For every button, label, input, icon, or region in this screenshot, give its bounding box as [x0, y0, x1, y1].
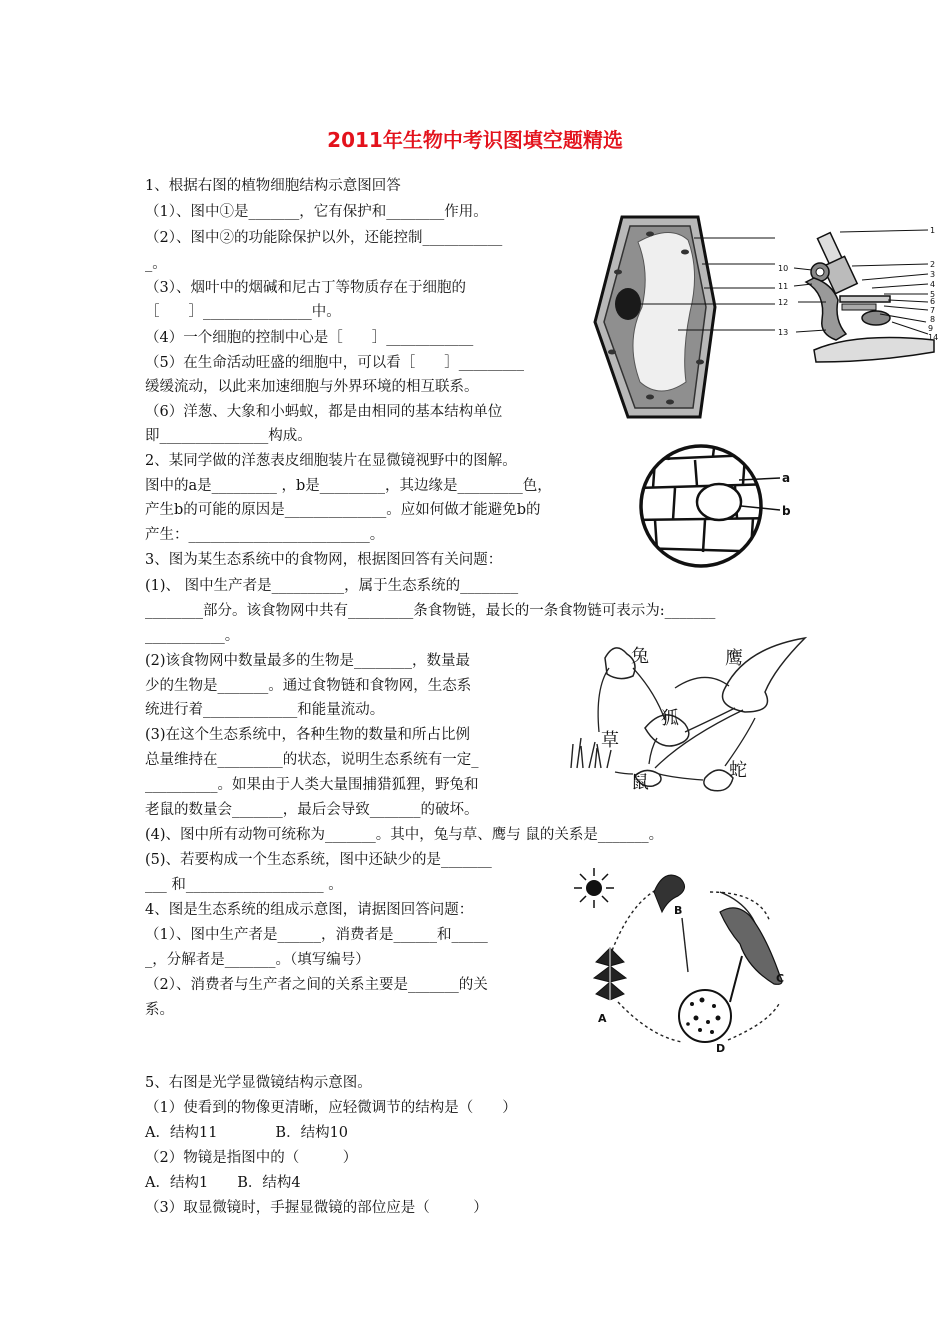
q3-part2: (2)该食物网中数量最多的生物是________，数量最	[145, 653, 471, 669]
q1-intro: 1、根据右图的植物细胞结构示意图回答	[145, 178, 401, 194]
plant-cell-diagram	[590, 212, 790, 424]
food-web-diagram	[565, 628, 815, 806]
eco-label-a: A	[598, 1012, 607, 1025]
q1-part2: （2）、图中②的功能除保护以外，还能控制___________	[145, 230, 503, 246]
q1-part5: （5）在生命活动旺盛的细胞中，可以看［ ］_________	[145, 355, 524, 371]
microscope-number-14: 14	[928, 333, 939, 342]
food-web-label-fox: 狐	[661, 708, 679, 729]
plant-icon	[594, 948, 626, 1010]
food-web-label-rabbit: 兔	[631, 646, 649, 667]
q1-part6-cont: 即_______________构成。	[145, 428, 312, 444]
q4-part1-cont: _，分解者是_______。（填写编号）	[145, 952, 370, 968]
q1-part3: （3）、烟叶中的烟碱和尼古丁等物质存在于细胞的	[145, 280, 466, 296]
microscope-number-8: 8	[930, 315, 936, 324]
microscope-number-10: 10	[778, 264, 789, 273]
q1-part4: （4）一个细胞的控制中心是［ ］____________	[145, 330, 474, 346]
q4-part1: （1）、图中生产者是______，消费者是______和_____	[145, 927, 488, 943]
page-title: 2011年生物中考识图填空题精选	[327, 128, 623, 152]
q3-part2-end: 统进行着_____________和能量流动。	[145, 702, 385, 718]
onion-cell-view-diagram	[635, 440, 795, 575]
q3-part3: (3)在这个生态系统中，各种生物的数量和所占比例	[145, 727, 471, 743]
microscope-number-12: 12	[778, 298, 789, 307]
q5-part2-options: A．结构1 B．结构4	[145, 1175, 301, 1191]
q1-part5-cont: 缓缓流动，以此来加速细胞与外界环境的相互联系。	[145, 379, 479, 395]
q4-part2-cont: 系。	[145, 1002, 174, 1018]
q1-part2-cont: _。	[145, 256, 167, 272]
food-web-label-grass: 草	[601, 730, 619, 751]
food-web-label-snake: 蛇	[729, 760, 747, 781]
microscope-number-5: 5	[930, 290, 936, 299]
q3-part5: (5)、若要构成一个生态系统，图中还缺少的是_______	[145, 852, 492, 868]
microscope-number-13: 13	[778, 328, 789, 337]
food-web-label-mouse: 鼠	[631, 772, 649, 793]
q3-intro: 3、图为某生态系统中的食物网，根据图回答有关问题：	[145, 552, 503, 568]
q3-part4: (4)、图中所有动物可统称为_______。其中，兔与草、鹰与 鼠的关系是_______。	[145, 827, 664, 843]
q2-line1: 图中的a是_________ ，b是_________，其边缘是_________色，	[145, 478, 552, 494]
q3-part3-end: 老鼠的数量会_______，最后会导致_______的破坏。	[145, 802, 479, 818]
q5-part1-options: A．结构11 B．结构10	[145, 1125, 349, 1141]
q5-part1: （1）使看到的物像更清晰，应轻微调节的结构是（ ）	[145, 1100, 517, 1116]
q3-part1: (1)、 图中生产者是__________，属于生态系统的________	[145, 578, 519, 594]
q3-part3-cont2: __________。如果由于人类大量围捕猎狐狸，野兔和	[145, 777, 479, 793]
microscope-number-3: 3	[930, 270, 936, 279]
q3-part3-cont: 总量维持在_________的状态，说明生态系统有一定_	[145, 752, 479, 768]
q2-intro: 2、某同学做的洋葱表皮细胞装片在显微镜视野中的图解。	[145, 453, 517, 469]
q1-part3-cont: ［ ］_______________中。	[145, 304, 341, 320]
microscope-number-6: 6	[930, 297, 936, 306]
decomposer-icon	[679, 990, 731, 1042]
microscope-diagram	[776, 222, 950, 382]
microscope-number-4: 4	[930, 280, 936, 289]
eco-label-d: D	[716, 1042, 726, 1055]
q3-part2-cont: 少的生物是_______。通过食物链和食物网，生态系	[145, 678, 472, 694]
microscope-number-9: 9	[928, 324, 934, 333]
food-web-label-eagle: 鹰	[725, 648, 743, 669]
q4-part2: （2）、消费者与生产者之间的关系主要是_______的关	[145, 977, 488, 993]
ecosystem-composition-diagram	[570, 852, 810, 1058]
q3-part1-cont: ________部分。该食物网中共有_________条食物链，最长的一条食物链可表示为:_______	[145, 603, 716, 619]
q5-intro: 5、右图是光学显微镜结构示意图。	[145, 1075, 372, 1091]
q1-part6: （6）洋葱、大象和小蚂蚁，都是由相同的基本结构单位	[145, 404, 503, 420]
microscope-number-1: 1	[930, 226, 936, 235]
q5-part2: （2）物镜是指图中的（ ）	[145, 1150, 358, 1166]
q2-line3: 产生：_________________________。	[145, 527, 385, 543]
microscope-number-7: 7	[930, 306, 936, 315]
sun-icon	[574, 868, 614, 908]
bird-icon	[720, 908, 785, 1002]
onion-label-a: a	[782, 471, 791, 485]
eco-label-c: C	[776, 972, 785, 985]
q3-part5-cont: ___ 和___________________ 。	[145, 877, 343, 893]
microscope-number-11: 11	[778, 282, 789, 291]
q5-part3: （3）取显微镜时，手握显微镜的部位应是（ ）	[145, 1200, 488, 1216]
onion-label-b: b	[782, 504, 791, 518]
q2-line2: 产生b的可能的原因是______________。应如何做才能避免b的	[145, 502, 541, 518]
microscope-number-2: 2	[930, 260, 936, 269]
q4-intro: 4、图是生态系统的组成示意图，请据图回答问题：	[145, 902, 474, 918]
q1-part1: （1）、图中①是_______，它有保护和________作用。	[145, 204, 488, 220]
q3-part1-end: ___________。	[145, 628, 240, 644]
eco-label-b: B	[674, 904, 683, 917]
